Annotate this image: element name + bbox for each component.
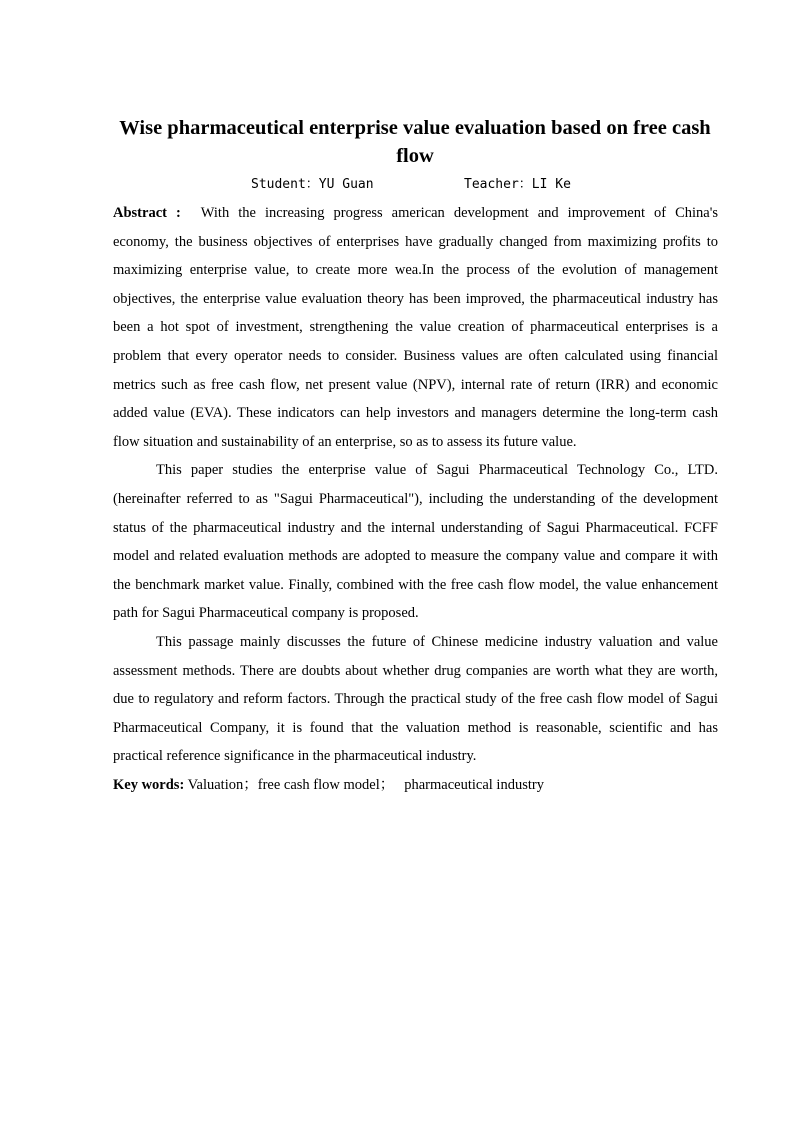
keywords-label: Key words:	[113, 776, 185, 793]
abstract-text: With the increasing progress american development and improvement of China's economy, the business objectives of enterprises have gradually changed from maximizing profits to maximizing enterprise value, to create more wea.In the process of the evolution of management objectives, the enterprise value evaluation theory has been improved, the pharmaceutical industry has been a hot spot of investment, strengthening the value creation of pharmaceutical enterprises is a problem that every operator needs to consider. Business values are often calculated using financial metrics such as free cash flow, net present value (NPV), internal rate of return (IRR) and economic added value (EVA). These indicators can help investors and managers determine the long-term cash flow situation and sustainability of an enterprise, so as to assess its future value.	[113, 205, 718, 450]
abstract-section	[113, 199, 718, 799]
keyword-item: pharmaceutical industry	[404, 776, 544, 793]
keywords-line	[113, 771, 718, 800]
student-name: Student：YU Guan	[251, 177, 374, 192]
abstract-paragraph	[113, 199, 718, 456]
abstract-label: Abstract :	[113, 205, 181, 221]
keyword-item: free cash flow model；	[257, 776, 395, 793]
paper-title: Wise pharmaceutical enterprise value evaluation based on free cash flow	[119, 117, 711, 167]
teacher-name: Teacher：LI Ke	[464, 177, 571, 192]
abstract-paragraph-2: This paper studies the enterprise value of Sagui Pharmaceutical Technology Co., LTD. (hereinafter referred to as "Sagui Pharmaceutical"), including the understanding of the development status of the pharmaceutical industry and the internal understanding of Sagui Pharmaceutical. FCFF model and related evaluation methods are adopted to measure the company value and compare it with the benchmark market value. Finally, combined with the free cash flow model, the value enhancement path for Sagui Pharmaceutical company is proposed.	[113, 462, 718, 622]
keyword-item: Valuation；	[187, 776, 258, 793]
abstract-paragraph-3: This passage mainly discusses the future of Chinese medicine industry valuation and value assessment methods. There are doubts about whether drug companies are worth what they are worth, due to regulatory and reform factors. Through the practical study of the free cash flow model of Sagui Pharmaceutical Company, it is found that the valuation method is reasonable, scientific and has practical reference significance in the pharmaceutical industry.	[113, 633, 718, 765]
